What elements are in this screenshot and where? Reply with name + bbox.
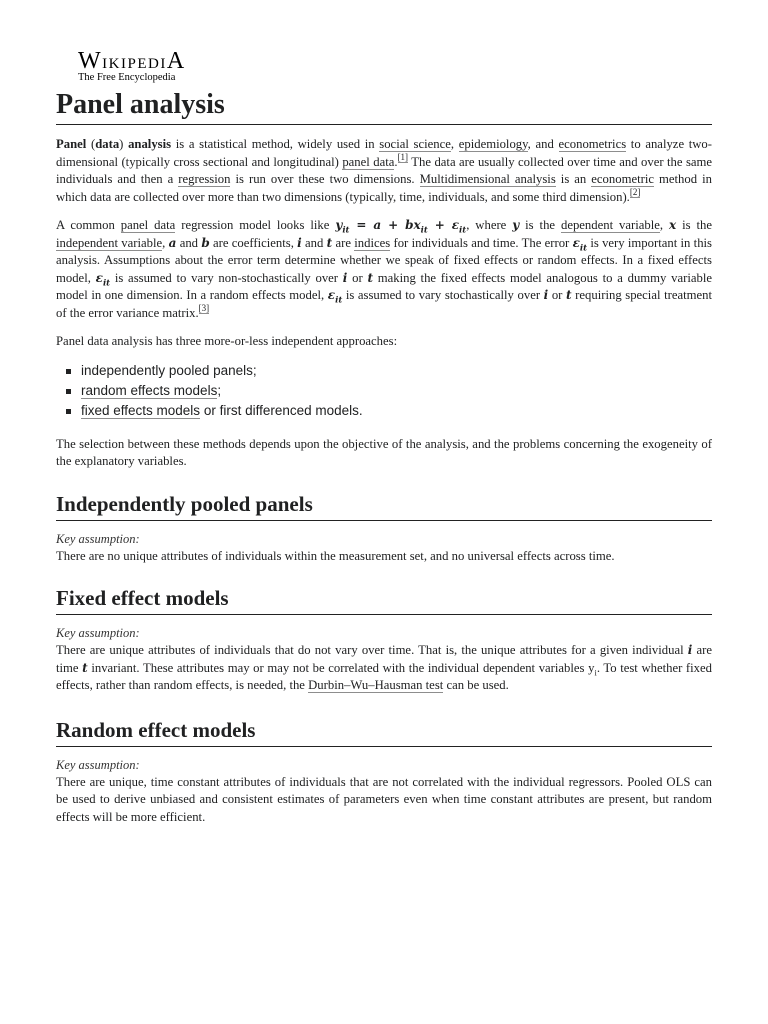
link-dependent-variable[interactable]: dependent variable [560,218,660,232]
article-page [56,50,712,826]
link-panel-data[interactable]: panel data [342,154,395,169]
link-durbin-wu-hausman-test[interactable]: Durbin–Wu–Hausman test [308,678,444,692]
link-econometrics[interactable]: econometrics [558,137,627,151]
list-item: random effects models; [56,381,712,401]
section-heading-pooled: Independently pooled panels [56,491,712,521]
reference-2[interactable]: [2] [629,187,641,198]
wikipedia-logo[interactable] [56,50,712,84]
link-random-effects-models[interactable]: random effects models [81,382,218,398]
fixed-text: There are unique attributes of individuals that do not vary over time. That is, the unique attributes for a given individual i are time t invariant. These attributes may or may not be correlated with the individual dependent variables $y_i$. To test whether fixed effects, rather than random effects, is needed, the Durbin–Wu–Hausman test can be used. [56,643,712,692]
link-independent-variable[interactable]: independent variable [56,235,163,250]
list-item: independently pooled panels; [56,361,712,381]
section-heading-fixed: Fixed effect models [56,585,712,615]
link-fixed-effects-models[interactable]: fixed effects models [81,402,201,418]
intro-paragraph-2: A common panel data regression model looks like $y_{it} = a + bx_{it} + \varepsilon_{it}$, where y is the dependent variable, x is the independent variable, a and b are coefficients, i and t are indices for individuals and time. The error $\varepsilon_{it}$ is very important in this analysis. Assumptions about the error term determine whether we speak of fixed effects or random effects. In a fixed effects model, $\varepsilon_{it}$ is assumed to vary non-stochastically over i or t making the fixed effects model analogous to a dummy variable model in one dimension. In a random effects model, $\varepsilon_{it}$ is assumed to vary stochastically over i or t requiring special treatment of the error variance matrix.[3] [56,218,713,320]
link-panel-data-2[interactable]: panel data [120,218,176,232]
reference-3[interactable]: [3] [198,303,210,314]
section-heading-random: Random effect models [56,717,712,747]
pooled-text: There are no unique attributes of individuals within the measurement set, and no universal effects across time. [56,548,615,563]
intro-paragraph-3: Panel data analysis has three more-or-less independent approaches: [56,334,398,348]
list-item: fixed effects models or first differenced models. [56,401,712,421]
link-econometric[interactable]: econometric [591,172,654,186]
intro-paragraph-4: The selection between these methods depends upon the objective of the analysis, and the problems concerning the exogeneity of the explanatory variables. [56,436,712,468]
logo-wordmark: WikipediA [78,48,186,74]
link-epidemiology[interactable]: epidemiology [458,137,528,151]
reference-1[interactable]: [1] [397,152,409,163]
intro-paragraph-1: Panel (data) analysis is a statistical method, widely used in social science, epidemiology, and econometrics to analyze two-dimensional (typically cross sectional and longitudinal) panel data.[1] The data are usually collected over time and over the same individuals and then a regression is run over these two dimensions. Multidimensional analysis is an econometric method in which data are collected over more than two dimensions (typically, time, individuals, and some third dimension).[2] [56,137,713,204]
page-title: Panel analysis [56,88,712,125]
regression-equation: $y_{it} = a + bx_{it} + \varepsilon_{it}$ [335,218,467,236]
random-text: There are unique, time constant attributes of individuals that are not correlated with the individual regressors. Pooled OLS can be used to derive unbiased and consistent estimates of parameters even when time constant attributes are present, but random effects will be more efficient. [56,774,712,824]
link-regression[interactable]: regression [178,172,231,186]
link-social-science[interactable]: social science [379,137,451,151]
key-assumption-label: Key assumption: [56,531,140,546]
logo-tagline: The Free Encyclopedia [78,72,176,83]
link-indices[interactable]: indices [354,235,391,250]
key-assumption-label: Key assumption: [56,626,140,640]
link-multidimensional-analysis[interactable]: Multidimensional analysis [419,172,556,186]
approaches-list [56,361,712,421]
key-assumption-label: Key assumption: [56,757,140,772]
